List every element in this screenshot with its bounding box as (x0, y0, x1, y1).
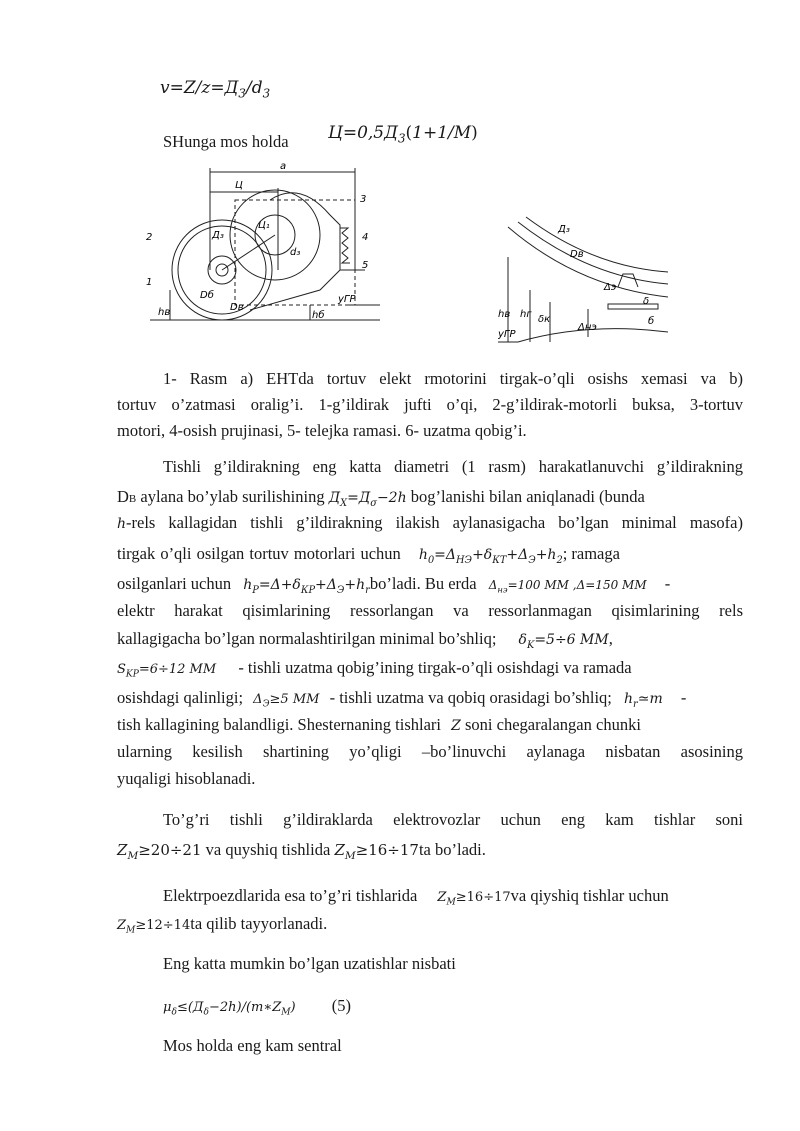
fig-a-label-ts1: Ц₁ (258, 220, 270, 231)
fig-a-label-hb: hб (312, 310, 325, 321)
fig-a-label-ts: Ц (235, 180, 243, 191)
para1-line-7: kallagigacha bo’lgan normalashtirilgan minimal bo’shliq; $\delta_K=5\div 6$ MM, (117, 629, 613, 651)
para5-line-1: Mos holda eng kam sentral (163, 1036, 342, 1055)
formula-center-distance: $Ц=0,5Д_3(1+1/M)$ (328, 123, 478, 146)
para4-line-1: Eng katta mumkin bo’lgan uzatishlar nisbati (163, 954, 456, 973)
para1-line-3: h-rels kallagidan tishli g’ildirakning ilakish aylanasigacha bo’lgan minimal masofa) (117, 513, 743, 532)
equation-number: (5) (331, 996, 351, 1015)
para4-formula-line: $\mu_\delta\le(Д_\delta-2h)/(m∗Z_M)$ (5) (163, 996, 351, 1018)
fig-b-label-ygr: yГР (498, 329, 516, 340)
para3-line-2: $Z_M\ge 12\div 14ta$ qilib tayyorlanadi. (117, 914, 328, 936)
fig-a-label-a: a (280, 161, 287, 172)
fig-b-label-de: Δэ (604, 282, 617, 293)
para1-line-12: yuqaligi hisoblanadi. (117, 769, 256, 788)
figure-a-motor-suspension (140, 160, 390, 340)
fig-a-label-1: 1 (146, 277, 153, 288)
fig-b-label-hv: hв (498, 309, 511, 320)
fig-a-label-d3: d₃ (290, 247, 301, 258)
para1-line-1: Tishli g’ildirakning eng katta diametri (1 rasm) harakatlanuvchi g’ildirakning (163, 457, 743, 476)
para1-line-8: $S_{KP}=6\div 12$ MM - tishli uzatma qobig’ining tirgak-o’qli osishdagi va ramada (117, 658, 632, 680)
fig-a-label-ygr: yГР (338, 294, 356, 305)
fig-b-label-Dv: Dв (570, 249, 584, 260)
fig-a-label-3: 3 (360, 194, 367, 205)
para1-line-11: ularning kesilish shartining yo’qligi –bo’linuvchi aylanaga nisbatan asosining (117, 742, 743, 761)
para1-line-5: osilganlari uchun $h_P=\Delta+\delta_{КР}+\Delta_Э+h_rbo’ladi$. Bu erda $\Delta_{нэ}=100$ MM ,Δ=150 MM - (117, 574, 671, 596)
fig-a-label-2: 2 (146, 232, 153, 243)
fig-a-label-hv: hв (158, 307, 171, 318)
figure-b-transmission-gap (498, 212, 668, 352)
caption-line-1: 1- Rasm a) EHTda tortuv elekt rmotorini tirgak-o’qli osishs xemasi va b) (163, 369, 743, 388)
para2-line-2: $Z_M\ge 20\div 21$ va quyshiq tishlida $Z_M\ge 16\div 17ta$ bo’ladi. (117, 840, 486, 862)
para1-line-6: elektr harakat qisimlarining ressorlangan va ressorlanmagan qisimlarining rels (117, 601, 743, 620)
formula-gear-ratio: $v=Z/z=Д_3/d_3$ (160, 78, 271, 101)
fig-a-label-Db: Dб (200, 290, 214, 301)
para1-line-4: tirgak o’qli osilgan tortuv motorlari uchun $h_0=\Delta_{НЭ}+\delta_{КТ}+\Delta_Э+h_2$; ramaga (117, 544, 620, 566)
fig-a-label-Dv: Dв (230, 302, 244, 313)
fig-b-label-dne: Δнэ (578, 322, 597, 333)
para3-line-1: Elektrpoezdlarida esa to’g’ri tishlarida $Z_M\ge 16\div 17va$ qiyshiq tishlar uchun (163, 886, 669, 908)
para1-line-9: osishdagi qalinligi; $\Delta_Э\ge 5$ MM - tishli uzatma va qobiq orasidagi bo’shliq; $h_r≃m$ - (117, 688, 687, 710)
fig-a-label-5: 5 (362, 260, 369, 271)
fig-b-label-b: б (648, 316, 655, 327)
fig-a-label-D3: Д₃ (212, 230, 224, 241)
fig-b-label-hg: hг (520, 309, 532, 320)
para2-line-1: To’g’ri tishli g’ildiraklarda elektrovozlar uchun eng kam tishlar soni (163, 810, 743, 829)
caption-line-3: motori, 4-osish prujinasi, 5- telejka ramasi. 6- uzatma qobig’i. (117, 421, 527, 440)
fig-b-label-dk: δк (538, 314, 551, 325)
para1-line-2: DB aylana bo’ylab surilishining $Д_X=Д_\sigma-2h$ bog’lanishi bilan aniqlanadi (bunda (117, 487, 645, 509)
shunga-label: SHunga mos holda (163, 132, 289, 151)
fig-b-label-D3: Д₃ (558, 224, 570, 235)
caption-line-2: tortuv o’zatmasi oralig’i. 1-g’ildirak jufti o’qi, 2-g’ildirak-motorli buksa, 3-tortuv (117, 395, 743, 414)
fig-a-label-4: 4 (362, 232, 369, 243)
para1-line-10: tish kallagining balandligi. Shesternaning tishlari Z soni chegaralangan chunki (117, 715, 641, 734)
fig-b-label-delta: δ (643, 296, 650, 307)
